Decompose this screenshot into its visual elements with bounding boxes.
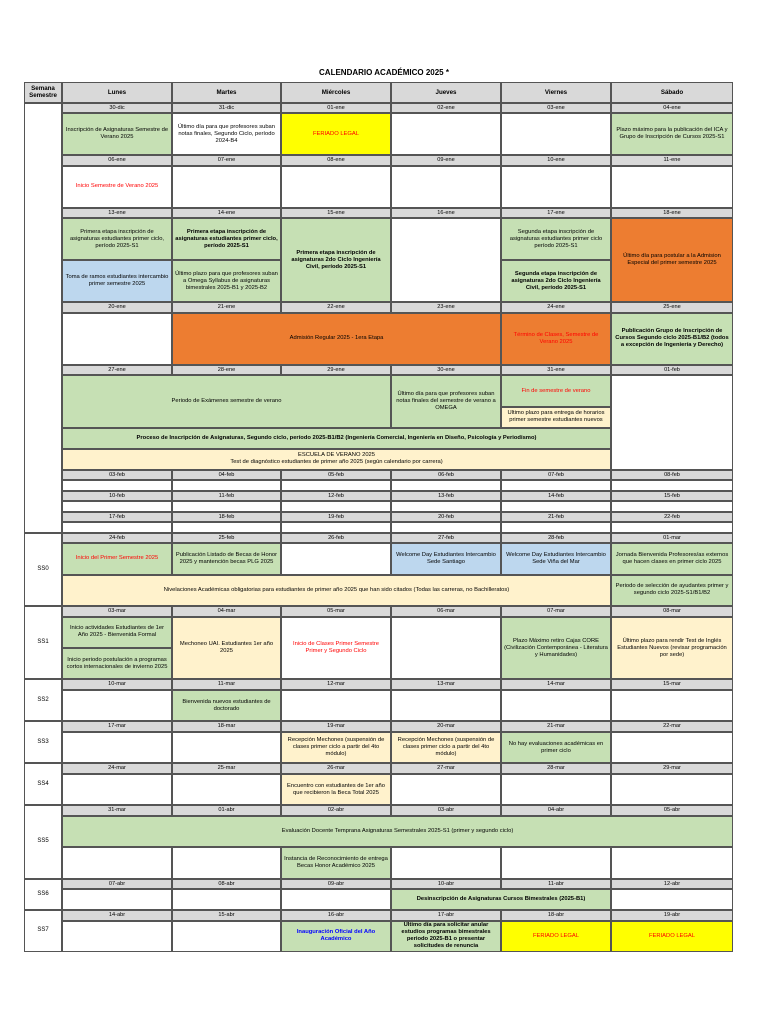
event-cell: Bienvenida nuevos estudiantes de doctorado [172, 690, 281, 721]
date-cell: 11-mar [172, 679, 281, 689]
empty-cell [501, 774, 611, 805]
event-cell: Inauguración Oficial del Año Académico [281, 921, 391, 952]
date-cell: 10-abr [391, 879, 501, 889]
event-cell: Primera etapa inscripción de asignaturas estudiantes primer ciclo, período 2025-S1 [172, 218, 281, 260]
date-cell: 16-abr [281, 910, 391, 920]
date-cell: 18-abr [501, 910, 611, 920]
week-label: SS0 [24, 533, 62, 606]
date-cell: 03-mar [62, 606, 172, 616]
header-saturday: Sábado [611, 82, 733, 103]
empty-cell [391, 522, 501, 532]
date-cell: 25-mar [172, 763, 281, 773]
event-cell: Último plazo para que profesores suban a Omega Syllabus de asignaturas bimestrales 2025-B1 y 2025-B2 [172, 260, 281, 302]
date-cell: 21-ene [172, 302, 281, 312]
date-cell: 05-abr [611, 805, 733, 815]
date-cell: 18-mar [172, 721, 281, 731]
date-cell: 25-ene [611, 302, 733, 312]
empty-cell [281, 501, 391, 511]
date-cell: 28-ene [172, 365, 281, 375]
date-cell: 07-feb [501, 470, 611, 480]
event-cell: Inicio Semestre de Verano 2025 [62, 166, 172, 208]
empty-cell [62, 480, 172, 490]
date-cell: 14-abr [62, 910, 172, 920]
date-cell: 10-ene [501, 155, 611, 165]
date-cell: 01-feb [611, 365, 733, 375]
week-label: SS6 [24, 879, 62, 910]
page-title: CALENDARIO ACADÉMICO 2025 * [319, 68, 449, 77]
event-cell: Instancia de Reconocimiento de entrega Becas Honor Académico 2025 [281, 847, 391, 878]
empty-cell [501, 113, 611, 155]
date-cell: 14-ene [172, 208, 281, 218]
empty-cell [391, 480, 501, 490]
empty-cell [62, 522, 172, 532]
date-cell: 14-mar [501, 679, 611, 689]
event-cell: Segunda etapa inscripción de asignaturas estudiantes primer ciclo período 2025-S1 [501, 218, 611, 260]
date-cell: 27-feb [391, 533, 501, 543]
empty-cell [501, 522, 611, 532]
date-cell: 04-feb [172, 470, 281, 480]
empty-cell [611, 375, 733, 469]
holiday-cell: FERIADO LEGAL [281, 113, 391, 155]
event-cell: Primera etapa inscripción de asignaturas 2do Ciclo Ingeniería Civil, período 2025-S1 [281, 218, 391, 302]
date-cell: 06-mar [391, 606, 501, 616]
date-cell: 08-ene [281, 155, 391, 165]
date-cell: 08-mar [611, 606, 733, 616]
date-cell: 25-feb [172, 533, 281, 543]
date-cell: 29-mar [611, 763, 733, 773]
date-cell: 07-mar [501, 606, 611, 616]
empty-cell [172, 921, 281, 952]
header-week: Semana Semestre [24, 82, 62, 103]
empty-cell [391, 218, 501, 302]
date-cell: 26-mar [281, 763, 391, 773]
header-thursday: Jueves [391, 82, 501, 103]
date-cell: 14-feb [501, 491, 611, 501]
event-cell: No hay evaluaciones académicas en primer ciclo [501, 732, 611, 763]
event-cell: Encuentro con estudiantes de 1er año que recibieron la Beca Total 2025 [281, 774, 391, 805]
header-wednesday: Miércoles [281, 82, 391, 103]
event-cell: Evaluación Docente Temprana Asignaturas Semestrales 2025-S1 (primer y segundo ciclo) [62, 816, 733, 847]
event-cell: Primera etapa inscripción de asignaturas estudiantes primer ciclo, período 2025-S1 [62, 218, 172, 260]
date-cell: 31-dic [172, 103, 281, 113]
date-cell: 13-mar [391, 679, 501, 689]
empty-cell [172, 732, 281, 763]
event-cell: Periodo de Exámenes semestre de verano [62, 375, 391, 427]
event-cell: Plazo Máximo retiro Cajas CORE (Civilización Contemporánea - Literatura y Humanidades) [501, 617, 611, 680]
date-cell: 10-feb [62, 491, 172, 501]
empty-cell [611, 522, 733, 532]
empty-cell [62, 690, 172, 721]
empty-cell [611, 501, 733, 511]
empty-cell [611, 732, 733, 763]
holiday-cell: FERIADO LEGAL [501, 921, 611, 952]
empty-cell [611, 847, 733, 878]
header-tuesday: Martes [172, 82, 281, 103]
event-text: ESCUELA DE VERANO 2025 [297, 452, 375, 459]
week-label: SS2 [24, 679, 62, 721]
empty-cell [391, 774, 501, 805]
date-cell: 28-feb [501, 533, 611, 543]
event-cell [62, 449, 611, 470]
date-cell: 12-abr [611, 879, 733, 889]
date-cell: 22-feb [611, 512, 733, 522]
date-cell: 01-ene [281, 103, 391, 113]
date-cell: 30-ene [391, 365, 501, 375]
empty-cell [391, 690, 501, 721]
date-cell: 07-ene [172, 155, 281, 165]
empty-cell [391, 617, 501, 680]
date-cell: 22-mar [611, 721, 733, 731]
date-cell: 30-dic [62, 103, 172, 113]
event-cell: Inicio de Clases Primer Semestre Primer y Segundo Ciclo [281, 617, 391, 680]
event-cell: Segunda etapa inscripción de asignaturas 2do Ciclo Ingeniería Civil, período 2025-S1 [501, 260, 611, 302]
event-cell: Periodo de selección de ayudantes primer y segundo ciclo 2025-S1/B1/B2 [611, 575, 733, 606]
date-cell: 18-ene [611, 208, 733, 218]
empty-cell [611, 480, 733, 490]
date-cell: 21-feb [501, 512, 611, 522]
empty-cell [172, 501, 281, 511]
date-cell: 08-abr [172, 879, 281, 889]
date-cell: 07-abr [62, 879, 172, 889]
empty-cell [501, 480, 611, 490]
empty-cell [172, 774, 281, 805]
date-cell: 21-mar [501, 721, 611, 731]
date-cell: 01-abr [172, 805, 281, 815]
date-cell: 12-feb [281, 491, 391, 501]
date-cell: 24-feb [62, 533, 172, 543]
date-cell: 17-mar [62, 721, 172, 731]
date-cell: 04-ene [611, 103, 733, 113]
date-cell: 09-ene [391, 155, 501, 165]
event-cell: Último día para que profesores suban notas finales del semestre de verano a OMEGA [391, 375, 501, 427]
empty-cell [172, 847, 281, 878]
empty-cell [281, 543, 391, 574]
date-cell: 05-mar [281, 606, 391, 616]
empty-cell [281, 889, 391, 910]
date-cell: 26-feb [281, 533, 391, 543]
date-cell: 03-feb [62, 470, 172, 480]
week-label: SS4 [24, 763, 62, 805]
empty-cell [391, 166, 501, 208]
date-cell: 04-mar [172, 606, 281, 616]
empty-cell [62, 889, 172, 910]
event-cell: Inicio del Primer Semestre 2025 [62, 543, 172, 574]
event-text: Test de diagnóstico estudiantes de primer año 2025 (según calendario por carrera) [230, 459, 443, 466]
empty-cell [62, 501, 172, 511]
event-cell: Inicio periodo postulación a programas cortos internacionales de invierno 2025 [62, 648, 172, 679]
date-cell: 31-ene [501, 365, 611, 375]
empty-cell [501, 690, 611, 721]
date-cell: 19-mar [281, 721, 391, 731]
date-cell: 01-mar [611, 533, 733, 543]
empty-cell [501, 501, 611, 511]
event-cell: Inscripción de Asignaturas Semestre de Verano 2025 [62, 113, 172, 155]
event-cell: Último día para que profesores suban notas finales, Segundo Ciclo, período 2024-B4 [172, 113, 281, 155]
empty-cell [611, 774, 733, 805]
empty-cell [611, 690, 733, 721]
date-cell: 19-abr [611, 910, 733, 920]
event-cell: Recepción Mechones (suspensión de clases primer ciclo a partir del 4to módulo) [281, 732, 391, 763]
date-cell: 27-mar [391, 763, 501, 773]
event-cell: Nivelaciones Académicas obligatorias para estudiantes de primer año 2025 que han sido citados (Todas las carreras, no Bachilleratos) [62, 575, 611, 606]
date-cell: 11-ene [611, 155, 733, 165]
empty-cell [501, 166, 611, 208]
empty-cell [62, 921, 172, 952]
date-cell: 13-feb [391, 491, 501, 501]
event-cell: Último plazo para rendir Test de Inglés Estudiantes Nuevos (revisar programación por sede) [611, 617, 733, 680]
empty-cell [172, 166, 281, 208]
empty-cell [62, 847, 172, 878]
date-cell: 29-ene [281, 365, 391, 375]
date-cell: 03-abr [391, 805, 501, 815]
date-cell: 02-ene [391, 103, 501, 113]
event-cell: Término de Clases, Semestre de Verano 2025 [501, 313, 611, 365]
week-label: SS3 [24, 721, 62, 763]
date-cell: 11-abr [501, 879, 611, 889]
event-cell: Desinscripción de Asignaturas Cursos Bimestrales (2025-B1) [391, 889, 611, 910]
date-cell: 10-mar [62, 679, 172, 689]
empty-cell [391, 847, 501, 878]
date-cell: 06-ene [62, 155, 172, 165]
event-cell: Inicio actividades Estudiantes de 1er Año 2025 - Bienvenida Formal [62, 617, 172, 648]
date-cell: 18-feb [172, 512, 281, 522]
date-cell: 20-mar [391, 721, 501, 731]
event-cell: Fin de semestre de verano [501, 375, 611, 406]
date-cell: 17-abr [391, 910, 501, 920]
date-cell: 16-ene [391, 208, 501, 218]
week-label: SS7 [24, 910, 62, 952]
empty-cell [281, 690, 391, 721]
date-cell: 28-mar [501, 763, 611, 773]
date-cell: 09-abr [281, 879, 391, 889]
date-cell: 22-ene [281, 302, 391, 312]
date-cell: 06-feb [391, 470, 501, 480]
empty-cell [391, 113, 501, 155]
empty-cell [62, 313, 172, 365]
header-monday: Lunes [62, 82, 172, 103]
empty-cell [391, 501, 501, 511]
week-label-blank [24, 103, 62, 533]
date-cell: 05-feb [281, 470, 391, 480]
date-cell: 17-feb [62, 512, 172, 522]
event-cell: Recepción Mechones (suspensión de clases primer ciclo a partir del 4to módulo) [391, 732, 501, 763]
date-cell: 17-ene [501, 208, 611, 218]
empty-cell [62, 732, 172, 763]
event-cell: Ultimo plazo para entrega de horarios primer semestre estudiantes nuevos [501, 407, 611, 428]
empty-cell [611, 889, 733, 910]
date-cell: 12-mar [281, 679, 391, 689]
date-cell: 11-feb [172, 491, 281, 501]
holiday-cell: FERIADO LEGAL [611, 921, 733, 952]
date-cell: 23-ene [391, 302, 501, 312]
empty-cell [172, 522, 281, 532]
date-cell: 20-feb [391, 512, 501, 522]
date-cell: 08-feb [611, 470, 733, 480]
date-cell: 04-abr [501, 805, 611, 815]
event-cell: Welcome Day Estudiantes Intercambio Sede Santiago [391, 543, 501, 574]
event-cell: Último día para solicitar anular estudios programas bimestrales periodo 2025-B1 o presentar solicitudes de renuncia [391, 921, 501, 952]
empty-cell [611, 166, 733, 208]
event-cell: Toma de ramos estudiantes intercambio primer semestre 2025 [62, 260, 172, 302]
empty-cell [281, 480, 391, 490]
date-cell: 15-abr [172, 910, 281, 920]
date-cell: 31-mar [62, 805, 172, 815]
event-cell: Jornada Bienvenida Profesores/as externos que hacen clases en primer ciclo 2025 [611, 543, 733, 574]
calendar-grid [24, 82, 733, 952]
event-cell: Mechoneo UAI. Estudiantes 1er año 2025 [172, 617, 281, 680]
date-cell: 24-mar [62, 763, 172, 773]
date-cell: 24-ene [501, 302, 611, 312]
date-cell: 15-feb [611, 491, 733, 501]
header-friday: Viernes [501, 82, 611, 103]
week-label: SS5 [24, 805, 62, 878]
empty-cell [501, 847, 611, 878]
date-cell: 03-ene [501, 103, 611, 113]
date-cell: 20-ene [62, 302, 172, 312]
event-cell: Plazo máximo para la publicación del ICA y Grupo de Inscripción de Cursos 2025-S1 [611, 113, 733, 155]
empty-cell [172, 889, 281, 910]
empty-cell [172, 480, 281, 490]
empty-cell [62, 774, 172, 805]
date-cell: 15-ene [281, 208, 391, 218]
event-cell: Último día para postular a la Admision Especial del primer semestre 2025 [611, 218, 733, 302]
event-cell: Welcome Day Estudiantes Intercambio Sede Viña del Mar [501, 543, 611, 574]
empty-cell [281, 166, 391, 208]
event-cell: Admisión Regular 2025 - 1era Etapa [172, 313, 501, 365]
event-cell: Publicación Listado de Becas de Honor 2025 y mantención becas PLG 2025 [172, 543, 281, 574]
empty-cell [281, 522, 391, 532]
event-cell: Proceso de Inscripción de Asignaturas, Segundo ciclo, período 2025-B1/B2 (Ingeniería Comercial, Ingeniería en Diseño, Psicología y Periodismo) [62, 428, 611, 449]
date-cell: 19-feb [281, 512, 391, 522]
date-cell: 13-ene [62, 208, 172, 218]
event-cell: Publicación Grupo de Inscripción de Cursos Segundo ciclo 2025-B1/B2 (todos a excepción de Ingeniería y Derecho) [611, 313, 733, 365]
week-label: SS1 [24, 606, 62, 679]
date-cell: 15-mar [611, 679, 733, 689]
date-cell: 02-abr [281, 805, 391, 815]
date-cell: 27-ene [62, 365, 172, 375]
